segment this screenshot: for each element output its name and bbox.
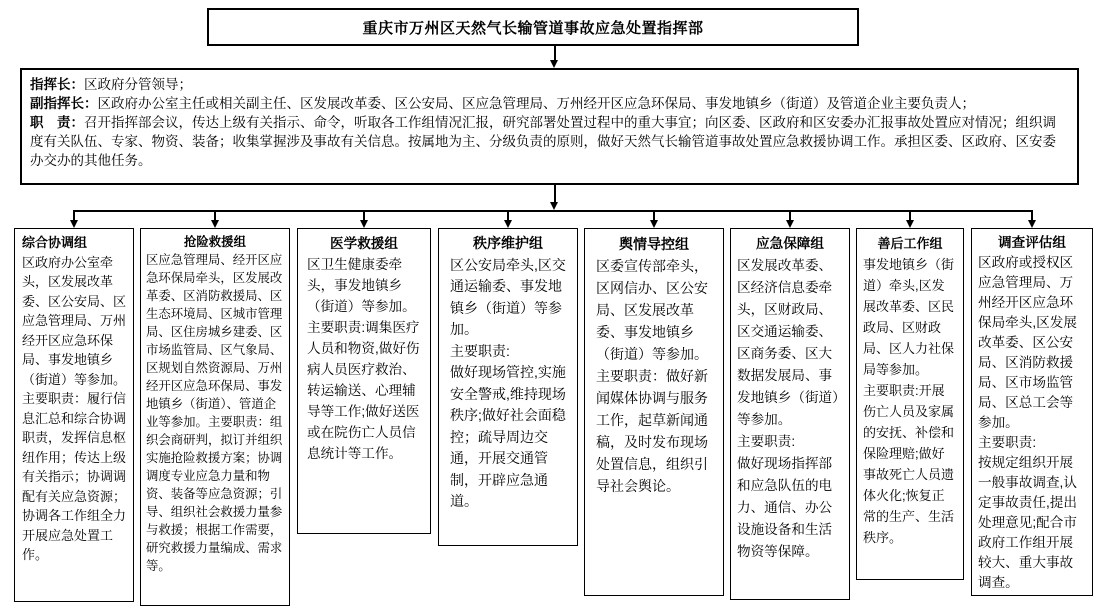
group-box-emergency-support: [730, 228, 850, 600]
group-title: 医学救援组: [330, 236, 398, 251]
drop-arrow-1-icon: [70, 220, 78, 228]
leadership-duties-box: [20, 68, 1079, 185]
drop-arrow-4-icon: [504, 220, 512, 228]
group-title: 舆情导控组: [619, 236, 689, 252]
group-paragraph: 主要职责：履行信息汇总和综合协调职责，发挥信息枢纽作用；传达上级有关指示；协调调配有关应急资源；协调各工作组全力开展应急处置工作。: [22, 391, 127, 562]
group-title: 秩序维护组: [473, 235, 543, 251]
group-body: [450, 255, 566, 513]
group-body: [863, 254, 957, 548]
commander-text: 区政府分管领导；: [84, 77, 192, 92]
connector-leadership-to-bus-line: [554, 185, 556, 203]
commander-label: 指挥长：: [30, 77, 84, 92]
group-paragraph: 区政府办公室牵头，区发展改革委、区公安局、区应急管理局、万州经开区应急环保局、事发地镇乡（街道）等参加。: [22, 254, 127, 387]
group-paragraph: 区公安局牵头,区交通运输委、事发地镇乡（街道）等参加。: [450, 256, 566, 337]
connector-bus-line: [74, 210, 1033, 212]
command-hq-title: 重庆市万州区天然气长输管道事故应急处置指挥部: [362, 19, 704, 37]
group-box-aftermath-work: [856, 228, 964, 580]
group-paragraph: 主要职责:开展伤亡人员及家属的安抚、补偿和保险理赔;做好事故死亡人员遗体火化;恢复正常的生产、生活秩序。: [863, 383, 955, 545]
group-body: [307, 254, 421, 464]
group-body: [22, 253, 126, 565]
group-paragraph: 主要职责:: [978, 435, 1037, 450]
group-body: [596, 255, 712, 497]
group-paragraph: 做好现场管控,实施安全警戒,维持现场秩序;做好社会面稳控；疏导周边交通，开展交通管制，开辟应急通道。: [450, 364, 566, 509]
group-title: 综合协调组: [22, 235, 88, 250]
drop-arrow-2-icon: [211, 220, 219, 228]
group-box-order-maintenance: [438, 228, 578, 546]
drop-arrow-5-icon: [650, 220, 658, 228]
group-body: [146, 251, 284, 575]
connector-leadership-to-bus-arrow-icon: [550, 202, 558, 210]
duties-label: 职 责：: [30, 115, 84, 130]
group-box-public-opinion-guidance: [584, 228, 724, 596]
group-paragraph: 做好现场指挥部和应急队伍的电力、通信、办公设施设备和生活物资等保障。: [737, 456, 833, 559]
drop-arrow-7-icon: [906, 220, 914, 228]
drop-arrow-8-icon: [1028, 220, 1036, 228]
group-paragraph: 按规定组织开展一般事故调查,认定事故责任,提出处理意见;配合市政府工作组开展较大、重大事故调查。: [978, 455, 1077, 590]
group-paragraph: 区委宣传部牵头，区网信办、区公安局、区发展改革委、事发地镇乡（街道）等参加。主要职责：做好新闻媒体协调与服务工作，起草新闻通稿，及时发布现场处置信息，组织引导社会舆论。: [596, 258, 708, 494]
connector-title-to-leadership-arrow-icon: [550, 60, 558, 68]
group-title: 抢险救援组: [184, 235, 246, 249]
group-body: [737, 255, 843, 563]
group-paragraph: 区卫生健康委牵头，事发地镇乡（街道）等参加。: [307, 257, 416, 314]
group-paragraph: 主要职责:: [737, 434, 796, 449]
group-title: 善后工作组: [877, 236, 943, 251]
command-hq-title-box: [207, 8, 859, 46]
group-box-medical-rescue: [297, 228, 431, 534]
deputy-commander-label: 副指挥长：: [30, 96, 98, 111]
connector-title-to-leadership-line: [554, 46, 556, 60]
group-title: 调查评估组: [998, 235, 1066, 250]
deputy-commander-text: 区政府办公室主任或相关副主任、区发展改革委、区公安局、区应急管理局、万州经开区应急环保局、事发地镇乡（街道）及管道企业主要负责人；: [97, 96, 975, 111]
leadership-entry-duties: [30, 113, 1069, 170]
group-paragraph: 主要职责:调集医疗人员和物资,做好伤病人员医疗救治、转运输送、心理辅导等工作;做好送医或在院伤亡人员信息统计等工作。: [307, 320, 420, 461]
group-paragraph: 事发地镇乡（街道）牵头,区发展改革委、区民政局、区财政局、区人力社保局等参加。: [863, 257, 955, 377]
group-paragraph: 区应急管理局、经开区应急环保局牵头，区发展改革委、区消防救援局、区生态环境局、区城市管理局、区住房城乡建委、区市场监管局、区气象局、区规划自然资源局、万州经开区应急环保局、事发地镇乡（街道）、管道企业等参加。主要职责：组织会商研判，拟订并组织实施抢险救援方案；协调调度专业应急力量和物资、装备等应急资源；引导、组织社会救援力量参与救援；根据工作需要，研究救援力量编成、需求等。: [146, 253, 283, 573]
duties-text: 召开指挥部会议，传达上级有关指示、命令，听取各工作组情况汇报，研究部署处置过程中的重大事宜；向区委、区政府和区安委办汇报事故处置应对情况；组织调度有关队伍、专家、物资、装备；收集掌握涉及事故有关信息。按属地为主、分级负责的原则，做好天然气长输管道事故处置应急救援协调工作。承担区委、区政府、区安委办交办的其他任务。: [30, 115, 1056, 168]
drop-arrow-6-icon: [786, 220, 794, 228]
leadership-entry-commander: [30, 75, 1069, 94]
drop-arrow-3-icon: [360, 220, 368, 228]
group-body: [978, 253, 1086, 593]
group-box-emergency-rescue: [140, 228, 290, 606]
group-paragraph: 区政府或授权区应急管理局、万州经开区应急环保局牵头,区发展改革委、区公安局、区消防救援局、区市场监管局、区总工会等参加。: [978, 255, 1077, 430]
group-paragraph: 主要职责:: [450, 342, 510, 359]
leadership-entry-deputy: [30, 94, 1069, 113]
group-paragraph: 区发展改革委、区经济信息委牵头，区财政局、区交通运输委、区商务委、区大数据发展局、事发地镇乡（街道）等参加。: [737, 258, 839, 427]
group-box-comprehensive-coordination: [14, 228, 134, 602]
group-title: 应急保障组: [756, 236, 824, 251]
group-box-investigation-evaluation: [971, 228, 1093, 596]
